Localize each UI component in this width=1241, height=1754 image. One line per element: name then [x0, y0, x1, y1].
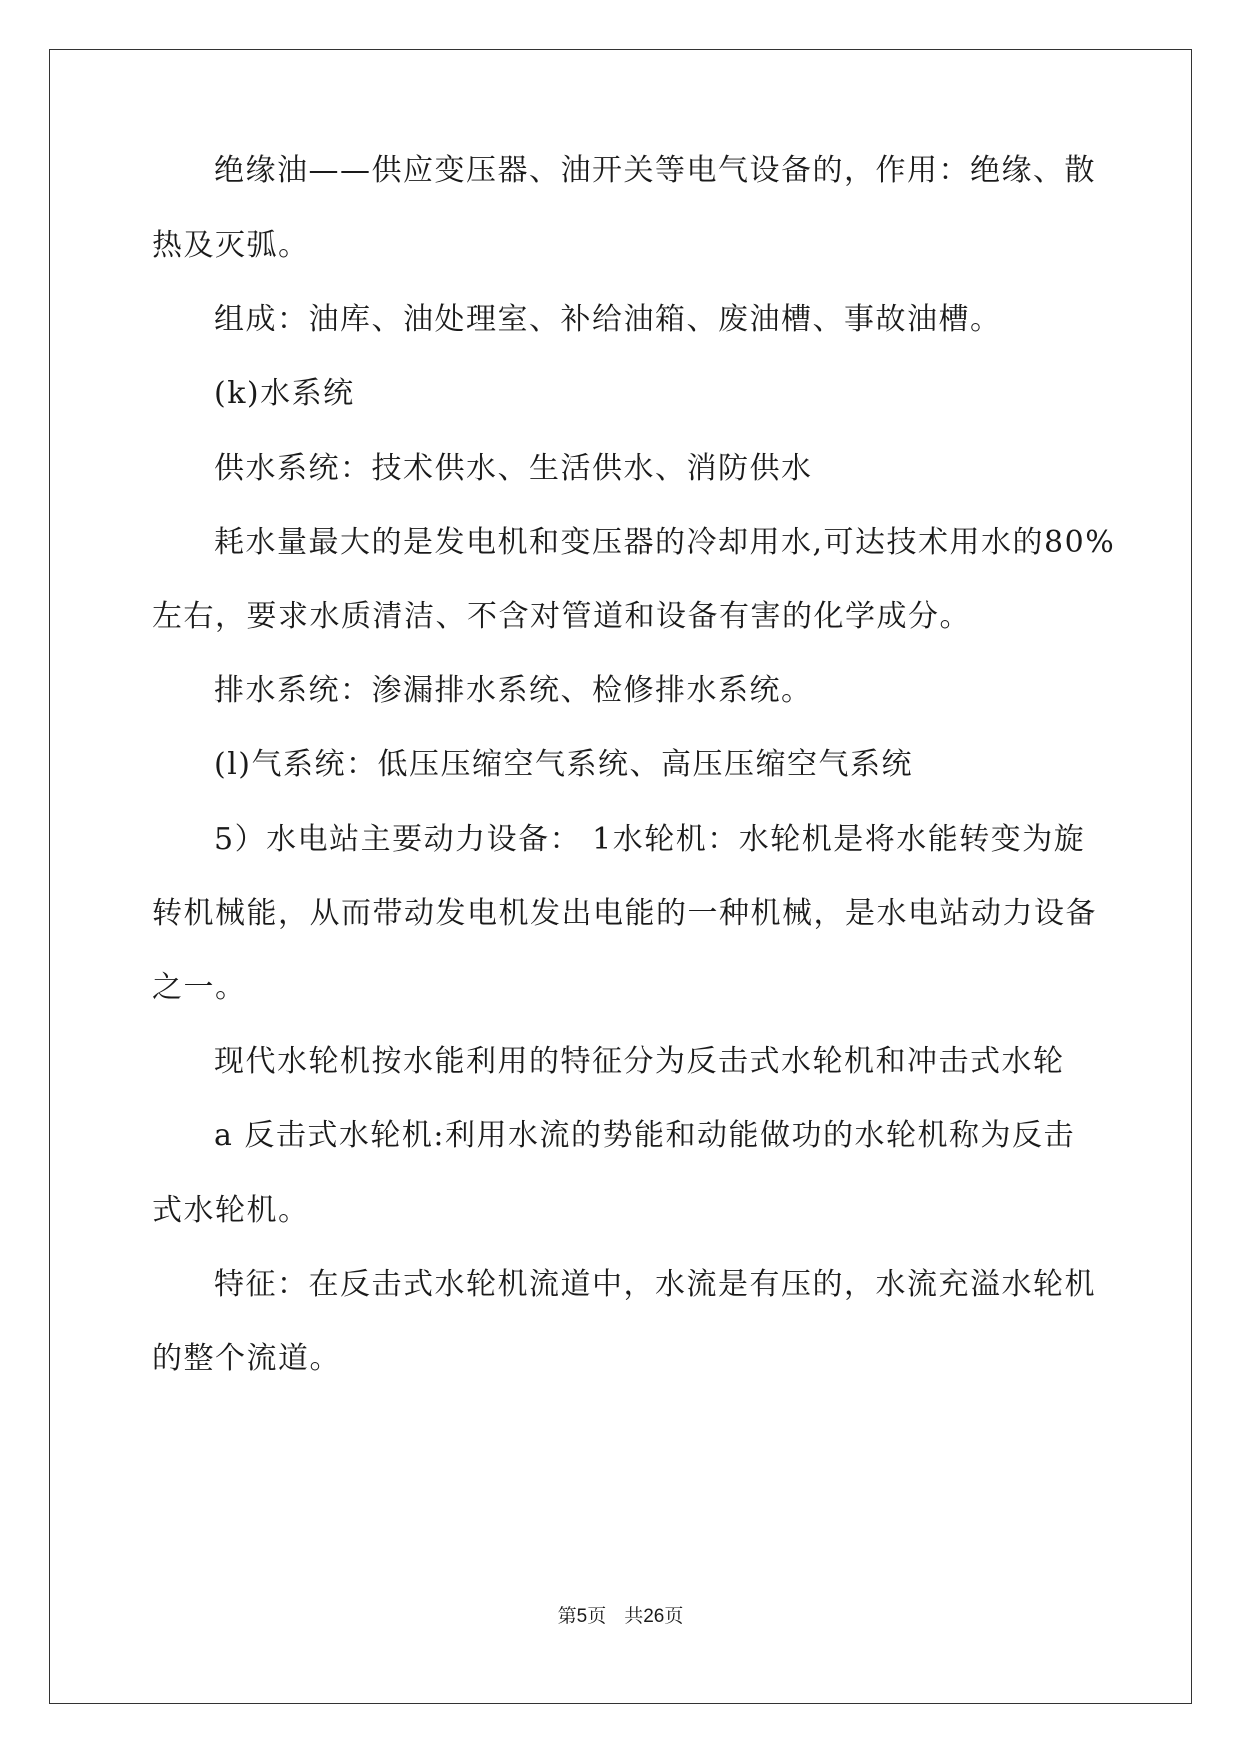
paragraph-8-line-3: 之一。: [152, 970, 247, 1005]
paragraph-8-line-2: 转机械能，从而带动发电机发出电能的一种机械，是水电站动力设备: [152, 896, 1097, 931]
footer-page-prefix: 第: [557, 1605, 577, 1627]
paragraph-11-line-1: 特征：在反击式水轮机流道中，水流是有压的，水流充溢水轮机: [214, 1267, 1096, 1302]
paragraph-8-line-1: 5）水电站主要动力设备： 1水轮机：水轮机是将水能转变为旋: [214, 822, 1086, 857]
section-heading-air-system: (l)气系统：低压压缩空气系统、高压压缩空气系统: [214, 747, 914, 782]
footer-page-number: 5: [576, 1606, 588, 1627]
paragraph-10-line-2: 式水轮机。: [152, 1193, 310, 1228]
section-heading-water-system: (k)水系统: [214, 376, 355, 411]
paragraph-10-line-1: a 反击式水轮机:利用水流的势能和动能做功的水轮机称为反击: [214, 1118, 1076, 1153]
paragraph-5-line-2: 左右，要求水质清洁、不含对管道和设备有害的化学成分。: [152, 599, 971, 634]
paragraph-11-line-2: 的整个流道。: [152, 1341, 341, 1376]
footer-page-unit: 页: [587, 1605, 607, 1627]
footer-total-unit: 页: [664, 1605, 684, 1627]
paragraph-9-line-1: 现代水轮机按水能利用的特征分为反击式水轮机和冲击式水轮: [214, 1044, 1065, 1079]
paragraph-1-line-2: 热及灭弧。: [152, 228, 310, 263]
paragraph-4-line-1: 供水系统：技术供水、生活供水、消防供水: [214, 451, 813, 486]
page-footer: [0, 1604, 1241, 1629]
paragraph-6-line-1: 排水系统：渗漏排水系统、检修排水系统。: [214, 673, 813, 708]
paragraph-1-line-1: 绝缘油——供应变压器、油开关等电气设备的，作用：绝缘、散: [214, 153, 1096, 188]
paragraph-2-line-1: 组成：油库、油处理室、补给油箱、废油槽、事故油槽。: [214, 302, 1002, 337]
page-border: [49, 49, 1192, 1704]
paragraph-5-line-1: 耗水量最大的是发电机和变压器的冷却用水,可达技术用水的80%: [214, 525, 1116, 560]
footer-total-prefix: 共: [624, 1605, 644, 1627]
footer-total-pages: 26: [643, 1606, 665, 1627]
